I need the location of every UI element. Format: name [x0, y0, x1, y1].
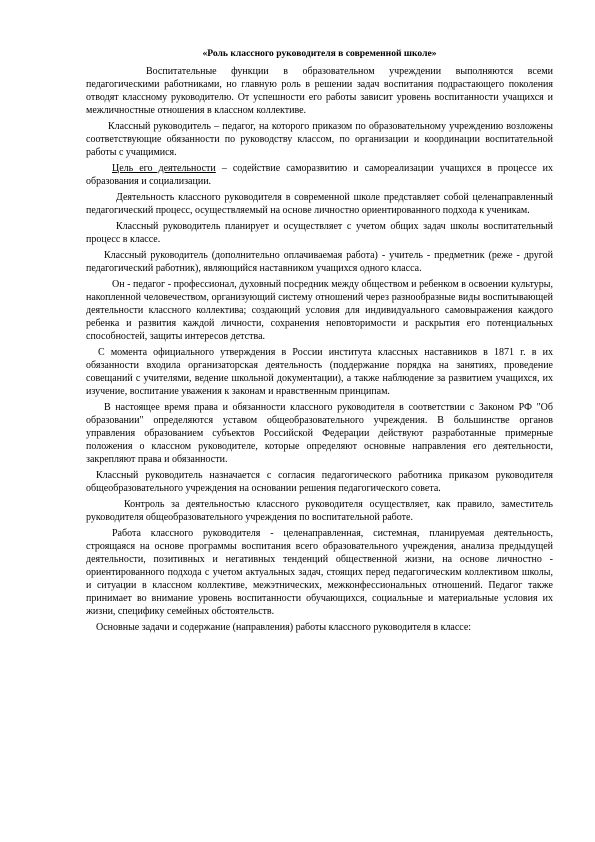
paragraph-goal	[86, 162, 553, 188]
paragraph-planning: Классный руководитель планирует и осуществляет с учетом общих задач школы воспитательный процесс в классе.	[86, 221, 553, 245]
paragraph-control: Контроль за деятельностью классного руководителя осуществляет, как правило, заместитель руководителя общеобразовательного учреждения по воспитательной работе.	[86, 499, 553, 523]
paragraph-history-1871: С момента официального утверждения в России института классных наставников в 1871 г. в их обязанности входила организаторская деятельность (поддержание порядка на занятиях, проведение совещаний с учителями, ведение школьной документации), а также наблюдение за развитием учащихся, их изучение, воспитание уважения к законам и нравственным принципам.	[86, 347, 553, 397]
paragraph-work-description: Работа классного руководителя - целенаправленная, системная, планируемая деятельность, строящаяся на основе программы воспитания всего образовательного учреждения, анализа предыдущей деятельности, позитивных и негативных тенденций общественной жизни, на основе личностно - ориентированного подхода с учетом актуальных задач, стоящих перед педагогическим коллективом школы, и ситуации в классном коллективе, межэтнических, межконфессиональных отношений. Педагог также принимает во внимание уровень воспитанности обучающихся, социальные и материальные условия их жизни, специфику семейных обстоятельств.	[86, 528, 553, 617]
paragraph-professional: Он - педагог - профессионал, духовный посредник между обществом и ребенком в освоении культуры, накопленной человечеством, организующий систему отношений через разнообразные виды воспитывающей деятельности классного коллектива; создающий условия для индивидуального самовыражения каждого ребенка и развития каждой личности, сохранения неповторимости и раскрытия его потенциальных способностей, защиты интересов детства.	[86, 279, 553, 342]
paragraph-main-tasks: Основные задачи и содержание (направления) работы классного руководителя в классе:	[96, 622, 472, 633]
paragraph-current-rights: В настоящее время права и обязанности классного руководителя в соответствии с Законом РФ "Об образовании" определяются уставом общеобразовательного учреждения. В большинстве органов управления образованием субъектов Российской Федерации действуют разработанные примерные положения о классном руководителе, которые определяют основные направления его деятельности, закрепляют права и обязанности.	[86, 402, 553, 465]
goal-label: Цель его деятельности	[112, 163, 216, 174]
paragraph-educational-functions: Воспитательные функции в образовательном учреждении выполняются всеми педагогическими работниками, но главную роль в решении задач воспитания подрастающего поколения отводят классному руководителю. От успешности его работы зависит уровень воспитанности учащихся и межличностные отношения в классном коллективе.	[86, 66, 553, 116]
goal-text: – содействие саморазвитию и самореализации учащихся в процессе их образования и социализации.	[86, 163, 554, 187]
paragraph-appointment: Классный руководитель назначается с согласия педагогического работника приказом руководителя общеобразовательного учреждения на основании решения педагогического совета.	[86, 470, 553, 494]
paragraph-class-teacher-definition: Классный руководитель – педагог, на которого приказом по образовательному учреждению возложены соответствующие обязанности по руководству классом, по организации и координации воспитательной работы с учащимися.	[86, 121, 553, 158]
paragraph-additional-work: Классный руководитель (дополнительно оплачиваемая работа) - учитель - предметник (реже - другой педагогический работник), являющийся наставником учащихся одного класса.	[86, 250, 553, 274]
document-title: «Роль классного руководителя в современной школе»	[202, 48, 437, 59]
paragraph-activity: Деятельность классного руководителя в современной школе представляет собой целенаправленный педагогический процесс, осуществляемый на основе личностно ориентированного подхода к ученикам.	[86, 192, 553, 216]
